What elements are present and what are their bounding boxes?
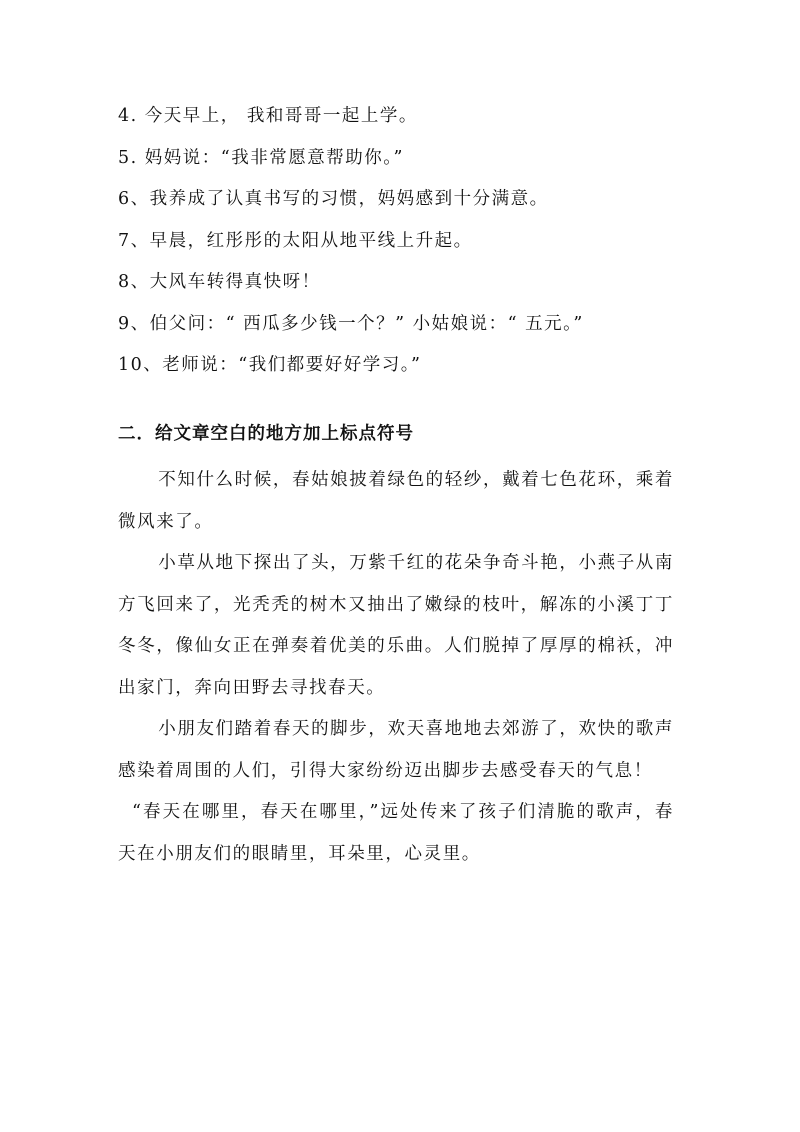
passage-paragraph: 不知什么时候，春姑娘披着绿色的轻纱，戴着七色花环，乘着微风来了。 xyxy=(118,470,674,532)
passage-paragraph: “春天在哪里，春天在哪里，”远处传来了孩子们清脆的歌声，春天在小朋友们的眼睛里，耳朵里，心灵里。 xyxy=(118,802,674,864)
sentence-list xyxy=(118,104,718,395)
sentence-item: 10、老师说：“我们都要好好学习。” xyxy=(118,355,422,375)
passage xyxy=(118,460,674,875)
sentence-item: 4. 今天早上， 我和哥哥一起上学。 xyxy=(118,106,418,126)
section-title: 二．给文章空白的地方加上标点符号 xyxy=(118,424,414,444)
sentence-item: 7、早晨，红彤彤的太阳从地平线上升起。 xyxy=(118,230,473,251)
sentence-item: 6、我养成了认真书写的习惯，妈妈感到十分满意。 xyxy=(118,189,549,209)
passage-paragraph: 小草从地下探出了头，万紫千红的花朵争奇斗艳，小燕子从南方飞回来了，光秃秃的树木又抽出了嫩绿的枝叶，解冻的小溪丁丁冬冬，像仙女正在弹奏着优美的乐曲。人们脱掉了厚厚的棉袄，冲出家门，奔向田野去寻找春天。 xyxy=(118,553,674,698)
sentence-item: 5. 妈妈说：“我非常愿意帮助你。” xyxy=(118,147,404,168)
sentence-item: 9、伯父问：“ 西瓜多少钱一个？” 小姑娘说：“ 五元。” xyxy=(118,313,584,334)
passage-paragraph: 小朋友们踏着春天的脚步，欢天喜地地去郊游了，欢快的歌声感染着周围的人们，引得大家纷纷迈出脚步去感受春天的气息！ xyxy=(118,719,674,781)
sentence-item: 8、大风车转得真快呀！ xyxy=(118,272,321,292)
